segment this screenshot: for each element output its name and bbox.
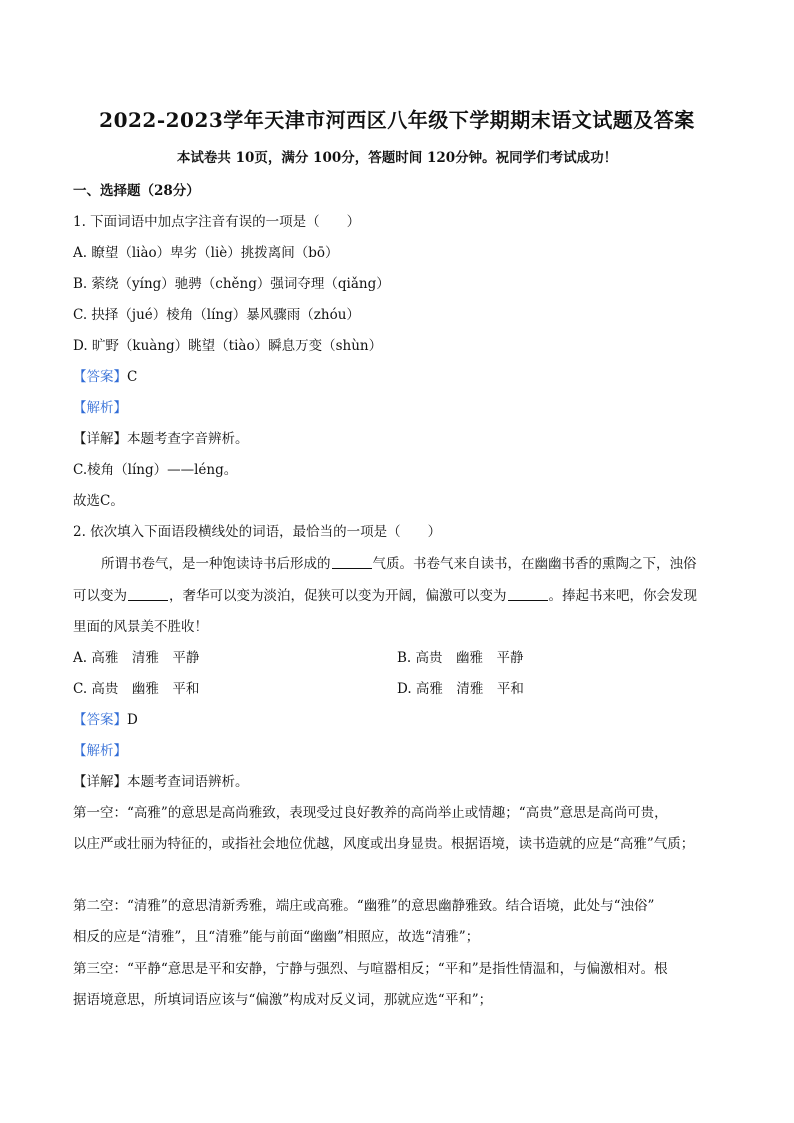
- answer-value: D: [127, 712, 138, 728]
- q1-detail: [73, 427, 249, 447]
- q2-para1-line2: 以庄严或壮丽为特征的，或指社会地位优越，风度或出身显贵。根据语境，读书造就的应是“高雅”气质；: [73, 836, 695, 852]
- q2-option-d: D. 高雅 清雅 平和: [397, 681, 524, 697]
- q2-para2-line1: 第二空：“清雅”的意思清新秀雅，端庄或高雅。“幽雅”的意思幽静雅致。结合语境，此处与“浊俗”: [73, 898, 655, 914]
- q2-para3-line2: 据语境意思，所填词语应该与“偏激”构成对反义词，那就应选“平和”；: [73, 992, 493, 1008]
- q2-passage-line-2: [73, 584, 697, 604]
- q2-option-b: B. 高贵 幽雅 平静: [397, 650, 524, 666]
- q1-option-c: C. 抉择（jué）棱角（líng）暴风骤雨（zhóu）: [73, 307, 360, 323]
- q1-option-a: A. 瞭望（liào）卑劣（liè）挑拨离间（bō）: [73, 245, 339, 261]
- answer-label: 【答案】: [73, 369, 127, 385]
- document-title: 2022-2023学年天津市河西区八年级下学期期末语文试题及答案: [99, 108, 695, 132]
- q2-para3-line1: 第三空：“平静“意思是平和安静，宁静与强烈、与喧嚣相反；“平和”是指性情温和，与偏激相对。根: [73, 961, 668, 977]
- section-heading: 一、选择题（28分）: [73, 183, 200, 199]
- answer-value: C: [127, 369, 138, 385]
- q1-option-d: D. 旷野（kuàng）眺望（tiào）瞬息万变（shùn）: [73, 338, 383, 354]
- q2-option-c: C. 高贵 幽雅 平和: [73, 681, 200, 697]
- q2-stem: 2. 依次填入下面语段横线处的词语，最恰当的一项是（ ）: [73, 524, 442, 540]
- q1-option-b: B. 萦绕（yíng）驰骋（chěng）强词夺理（qiǎng）: [73, 276, 390, 292]
- fill-blank: [332, 556, 372, 569]
- q2-passage-line-3: 里面的风景美不胜收！: [73, 619, 208, 635]
- passage-text: 所谓书卷气，是一种饱读诗书后形成的: [101, 556, 331, 572]
- passage-text: ，奢华可以变为淡泊，促狭可以变为开阔，偏激可以变为: [169, 588, 507, 604]
- q1-analysis-label: 【解析】: [73, 400, 127, 416]
- passage-text: 可以变为: [73, 588, 127, 604]
- q2-analysis-label: 【解析】: [73, 743, 127, 759]
- q1-explain: C.棱角（líng）——léng。: [73, 462, 238, 478]
- q1-stem: 1. 下面词语中加点字注音有误的一项是（ ）: [73, 214, 361, 230]
- fill-blank: [128, 588, 168, 601]
- detail-label: 【详解】: [73, 774, 127, 790]
- q2-option-a: A. 高雅 清雅 平静: [73, 650, 200, 666]
- q2-para1-line1: 第一空：“高雅”的意思是高尚雅致，表现受过良好教养的高尚举止或情趣；“高贵”意思是高尚可贵，: [73, 805, 668, 821]
- q1-answer: [73, 365, 137, 385]
- document-subtitle: 本试卷共 10页，满分 100分，答题时间 120分钟。祝同学们考试成功！: [176, 150, 618, 166]
- answer-label: 【答案】: [73, 712, 127, 728]
- q2-passage-line-1: [101, 552, 697, 572]
- passage-text: 气质。书卷气来自读书，在幽幽书香的熏陶之下，浊俗: [372, 556, 697, 572]
- q2-detail: [73, 770, 249, 790]
- passage-text: 。捧起书来吧，你会发现: [548, 588, 697, 604]
- q2-answer: [73, 708, 138, 728]
- detail-text: 本题考查词语辨析。: [127, 774, 249, 790]
- detail-text: 本题考查字音辨析。: [127, 431, 249, 447]
- detail-label: 【详解】: [73, 431, 127, 447]
- fill-blank: [508, 588, 548, 601]
- q2-para2-line2: 相反的应是“清雅”，且“清雅”能与前面“幽幽”相照应，故选“清雅”；: [73, 929, 480, 945]
- q1-conclusion: 故选C。: [73, 493, 124, 509]
